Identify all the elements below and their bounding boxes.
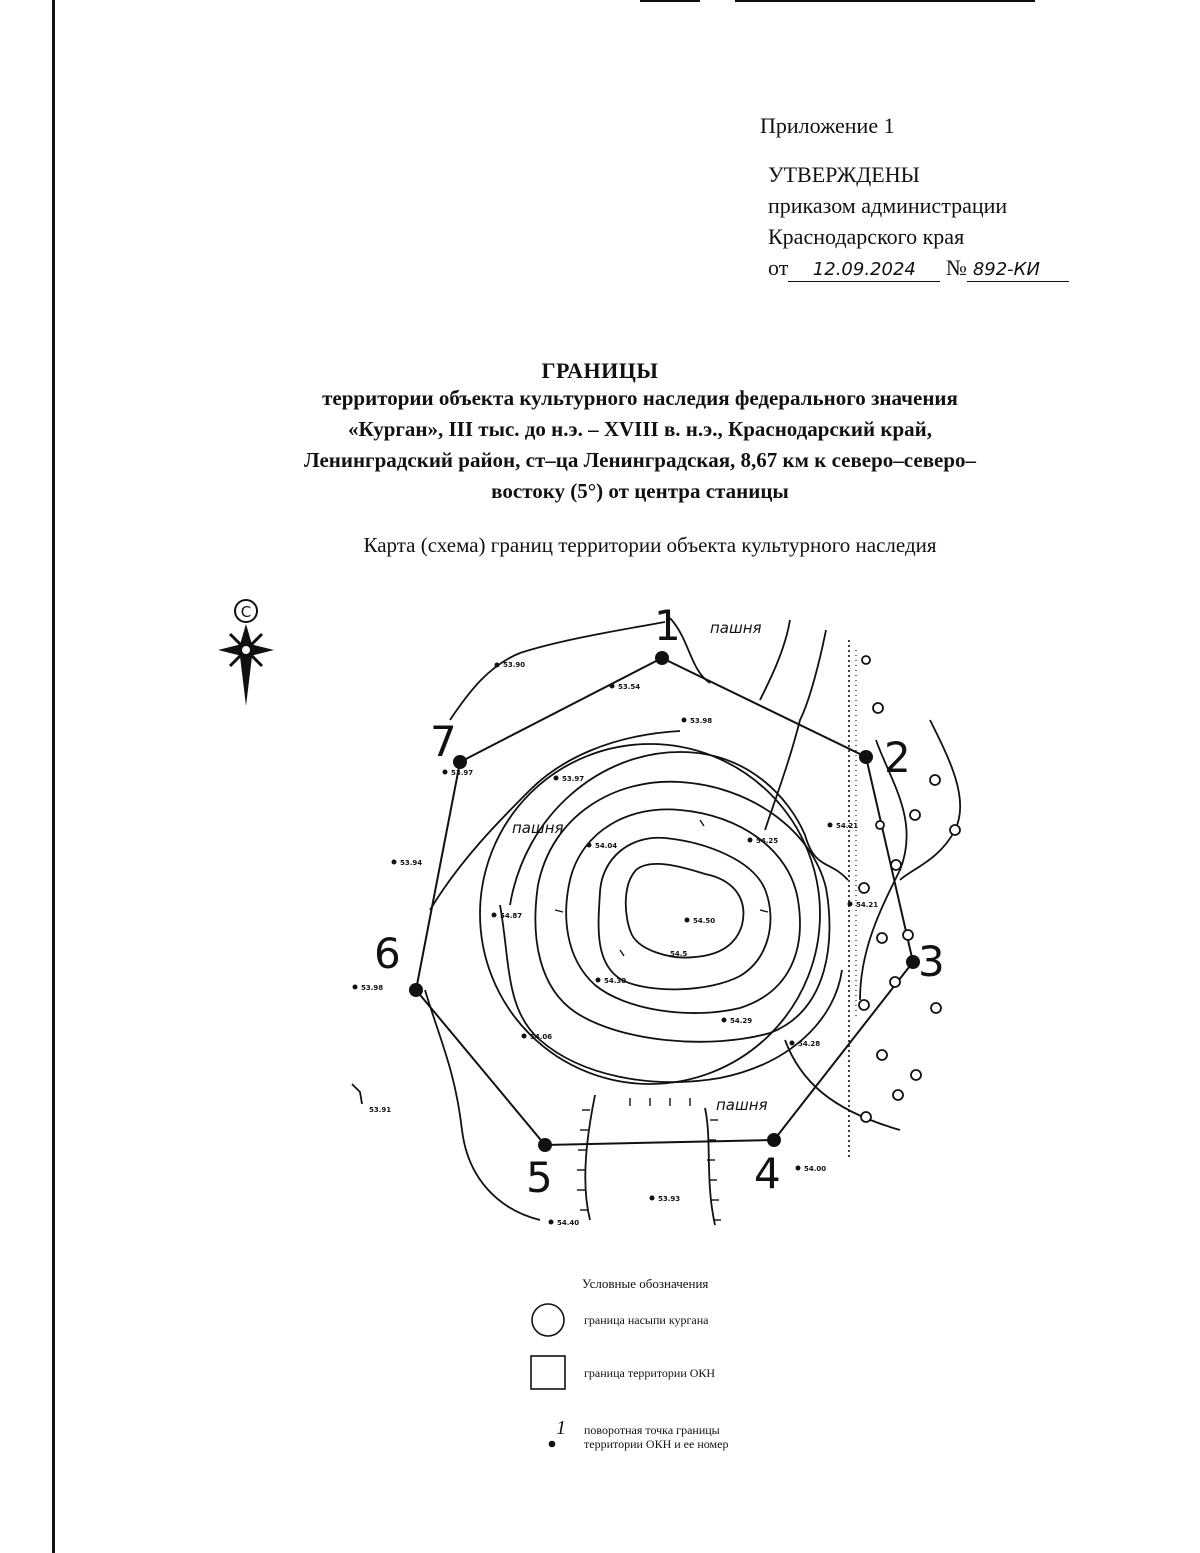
elevation-label: 53.98 <box>690 717 713 725</box>
land-label: пашня <box>710 619 762 637</box>
elevation-label: 53.91 <box>369 1106 392 1114</box>
order-number: 892-КИ <box>972 259 1040 280</box>
elevation-label: 54.29 <box>730 1017 753 1025</box>
elevation-label: 53.94 <box>400 859 423 867</box>
legend-square-symbol <box>531 1356 565 1389</box>
subtitle-line: Ленинградский район, ст–ца Ленинградская, 8,67 км к северо–северо– <box>303 448 977 472</box>
point-label-5: 5 <box>526 1153 553 1202</box>
point-label-1: 1 <box>654 601 681 650</box>
boundary-point-2 <box>859 750 873 764</box>
subtitle-line: востоку (5°) от центра станицы <box>491 479 789 503</box>
elevation-label: 53.54 <box>618 683 641 691</box>
legend-point-label <box>584 1423 728 1451</box>
elevation-label: 54.21 <box>856 901 879 909</box>
order-date: 12.09.2024 <box>812 259 916 280</box>
elevation-label: 54.87 <box>500 912 523 920</box>
appendix-label: Приложение 1 <box>760 113 895 138</box>
elevation-label: 53.90 <box>503 661 526 669</box>
order-line-1: приказом администрации <box>768 193 1008 218</box>
compass-icon <box>218 600 274 706</box>
boundary-point-5 <box>538 1138 552 1152</box>
elevation-label: 54.00 <box>804 1165 827 1173</box>
elevation-label: 53.93 <box>658 1195 681 1203</box>
map-caption: Карта (схема) границ территории объекта культурного наследия <box>363 533 937 557</box>
legend-symbols <box>531 1304 566 1447</box>
subtitle-line: «Курган», III тыс. до н.э. – XVIII в. н.э., Краснодарский край, <box>347 417 932 441</box>
approved-label: УТВЕРЖДЕНЫ <box>768 162 920 187</box>
elevation-label: 54.21 <box>836 822 859 830</box>
compass-letter: С <box>240 603 252 621</box>
elevation-label: 54.25 <box>756 837 779 845</box>
elevation-label: 54.28 <box>798 1040 821 1048</box>
contour-lines <box>352 618 960 1225</box>
boundary-point-1 <box>655 651 669 665</box>
elevation-label: 53.97 <box>562 775 585 783</box>
boundary-point-4 <box>767 1133 781 1147</box>
elevation-label: 53.97 <box>451 769 474 777</box>
point-label-7: 7 <box>430 717 457 766</box>
date-prefix: от <box>768 255 789 280</box>
point-label-6: 6 <box>374 929 401 978</box>
legend-point-number: 1 <box>556 1417 566 1439</box>
elevation-label: 54.50 <box>693 917 716 925</box>
elevation-label: 54.40 <box>557 1219 580 1227</box>
elevation-label: 54.06 <box>530 1033 553 1041</box>
territory-boundary <box>416 658 913 1145</box>
number-prefix: № <box>945 255 967 280</box>
document-title: ГРАНИЦЫ <box>541 358 659 383</box>
boundary-point-6 <box>409 983 423 997</box>
open-circle-markers <box>859 656 960 1122</box>
elevation-label: 54.30 <box>604 977 627 985</box>
elevation-label: 53.98 <box>361 984 384 992</box>
legend-point-symbol <box>550 1442 555 1447</box>
boundary-points <box>409 651 920 1152</box>
order-line-2: Краснодарского края <box>768 224 965 249</box>
land-label: пашня <box>716 1096 768 1114</box>
point-label-4: 4 <box>754 1149 781 1198</box>
elevation-label: 54.04 <box>595 842 618 850</box>
point-label-2: 2 <box>884 733 911 782</box>
legend-circle-symbol <box>532 1304 564 1336</box>
legend-title: Условные обозначения <box>582 1276 709 1291</box>
elevation-label: 54.5 <box>670 950 688 958</box>
legend-point-line-1: поворотная точка границы <box>584 1423 720 1437</box>
subtitle-line: территории объекта культурного наследия федерального значения <box>322 386 958 410</box>
legend-territory-label: граница территории ОКН <box>584 1366 716 1380</box>
point-label-3: 3 <box>918 937 945 986</box>
legend-mound-label: граница насыпи кургана <box>584 1313 709 1327</box>
land-label: пашня <box>512 819 564 837</box>
legend-point-line-2: территории ОКН и ее номер <box>584 1437 729 1451</box>
